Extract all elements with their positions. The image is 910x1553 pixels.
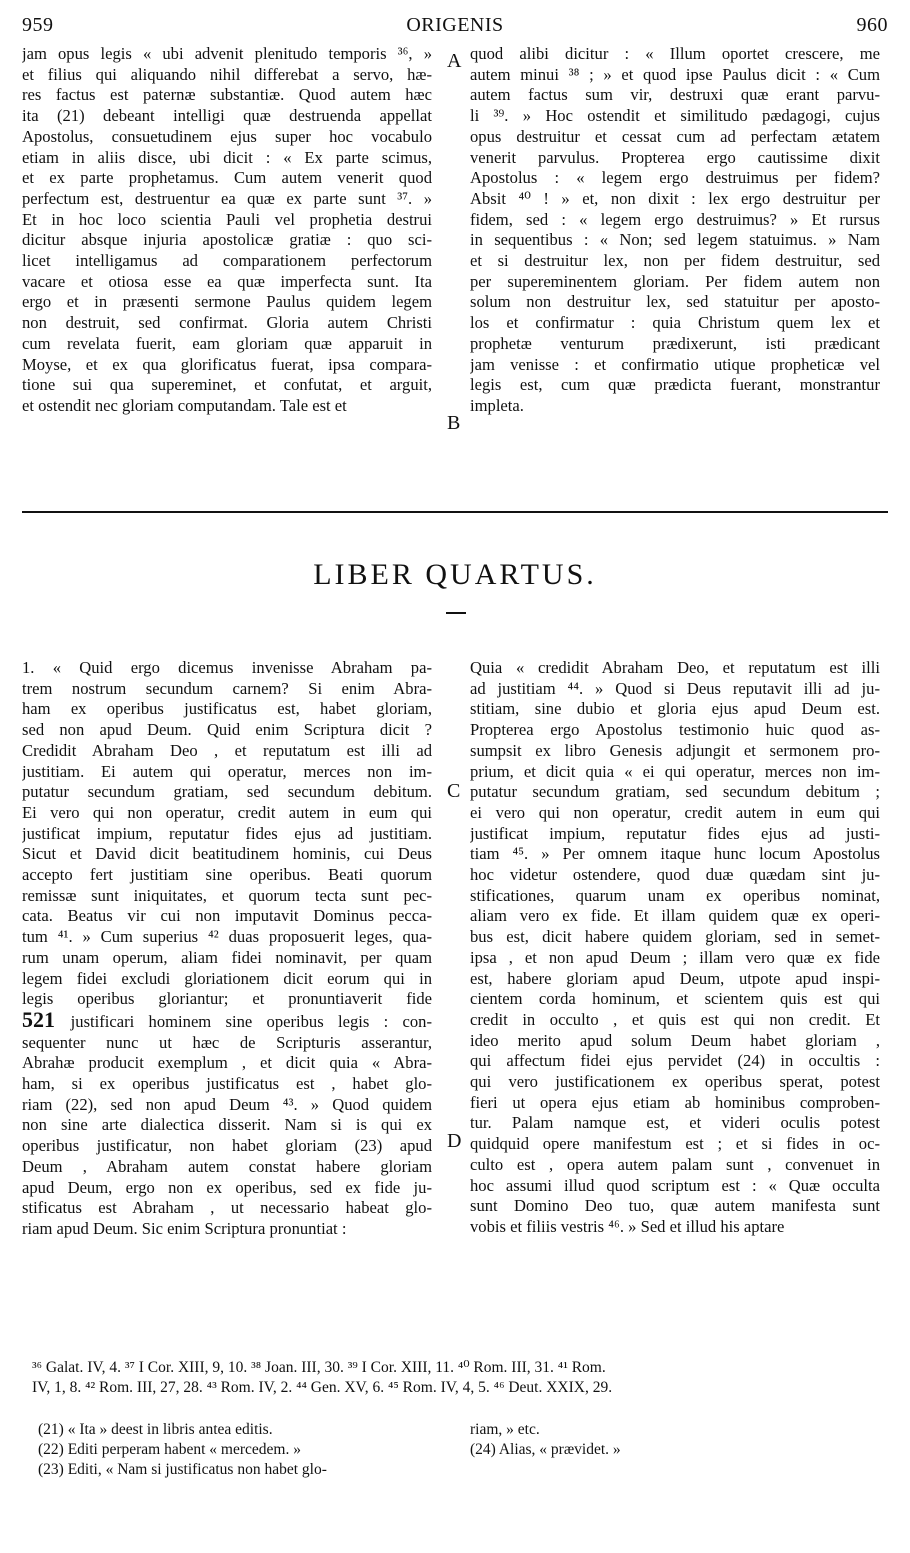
text-line: cientem corda hominum, et scientem quis est qui xyxy=(470,989,880,1009)
text-line: sunt Domino Deo tuo, quæ autem manifesta sunt xyxy=(470,1196,880,1216)
text-line: putatur secundum gratiam, sed secundum debitum ; xyxy=(470,782,880,802)
running-title: ORIGENIS xyxy=(406,14,504,36)
text-line: ideo merito apud solum Deum habet gloriam , xyxy=(470,1030,880,1050)
section-rule xyxy=(22,511,888,513)
text-line: et ex parte prophetamus. Cum autem venerit quod xyxy=(22,168,432,188)
text-line: ergo et in præsenti sermone Paulus quidem legem xyxy=(22,292,432,312)
text-line: tum ⁴¹. » Cum superius ⁴² duas proposuerit leges, qua- xyxy=(22,927,432,947)
text-line: legis est, cum quæ prædicta fuerant, monstrantur xyxy=(470,375,880,395)
text-line: Quia « credidit Abraham Deo, et reputatum est illi xyxy=(470,658,880,677)
text-line: opus destruitur et cessat cum ad perfectam ætatem xyxy=(470,126,880,146)
text-line: non destruit, sed confirmat. Gloria autem Christi xyxy=(22,313,432,333)
text-line: los et confirmatur : quia Christum quem lex et xyxy=(470,313,880,333)
text-line: hoc assumi illud quod scriptum est : « Quæ occulta xyxy=(470,1175,880,1195)
text-line: bus est, dicit habere quidem gloriam, sed in semet- xyxy=(470,927,880,947)
text-line: Credidit Abraham Deo , et reputatum est illi ad xyxy=(22,740,432,760)
text-line: trem nostrum secundum carnem? Si enim Abra- xyxy=(22,678,432,698)
text-line: et ostendit nec gloriam computandam. Tale est et xyxy=(22,395,347,415)
text-line: impleta. xyxy=(470,395,524,415)
text-line: riam apud Deum. Sic enim Scriptura pronuntiat : xyxy=(22,1218,347,1238)
text-line: qui affectum fidei ejus pervidet (24) in occultis : xyxy=(470,1051,880,1071)
margin-letter-c: C xyxy=(447,780,461,802)
text-line: apud Deum, ergo non ex operibus, sed ex fide ju- xyxy=(22,1177,432,1197)
text-line: accepto fert justitiam sine operibus. Beati quorum xyxy=(22,865,432,885)
text-line: rum unam operum, aliam fidei nominavit, per quam xyxy=(22,947,432,967)
text-line: stificatus est Abraham , ut necessario habeat glo- xyxy=(22,1198,432,1218)
bottom-right-column xyxy=(470,658,880,1238)
text-line: prium, et dicit quia « ei qui operatur, merces non im- xyxy=(470,761,880,781)
margin-letter-a: A xyxy=(447,50,462,72)
column-number-marker: 521 xyxy=(22,1009,71,1032)
margin-letter-b: B xyxy=(447,412,461,434)
text-line: sed non apud Deum. Quid enim Scriptura dicit ? xyxy=(22,720,432,740)
text-line: cata. Beatus vir cui non imputavit Dominus pecca- xyxy=(22,906,432,926)
text-line: quidquid opere manifestum est ; et si fides in oc- xyxy=(470,1134,880,1154)
note-line: (23) Editi, « Nam si justificatus non habet glo- xyxy=(38,1461,327,1478)
text-line: putatur secundum gratiam, sed secundum debitum. xyxy=(22,782,432,802)
text-line: Abrahæ producit exemplum , et dicit quia « Abra- xyxy=(22,1053,432,1073)
text-line: ei vero qui non operatur, credit autem in eum qui xyxy=(470,802,880,822)
text-line: justificat impium, reputatur fides ejus ad justi- xyxy=(470,823,880,843)
text-line: ad justitiam ⁴⁴. » Quod si Deus reputavit illi ad ju- xyxy=(470,678,880,698)
note-line: (21) « Ita » deest in libris antea editis. xyxy=(38,1421,273,1438)
title-dash xyxy=(446,612,466,614)
book-title: LIBER QUARTUS. xyxy=(313,558,597,591)
text-line: riam (22), sed non apud Deum ⁴³. » Quod quidem xyxy=(22,1094,432,1114)
text-line: Apostolus, consuetudinem ejus super hoc vocabulo xyxy=(22,126,432,146)
bottom-left-column xyxy=(22,658,432,1240)
top-right-column xyxy=(470,44,880,417)
text-line: jam venisse : et confirmatio utique propheticæ vel xyxy=(470,354,880,374)
text-line: sumpsit ex libro Genesis adjungit et sermonem pro- xyxy=(470,740,880,760)
text-line: autem factus sum vir, destruxi quæ erant parvu- xyxy=(470,85,880,105)
text-line: li ³⁹. » Hoc ostendit et similitudo pædagogi, cujus xyxy=(470,106,880,126)
text-line xyxy=(22,1010,432,1033)
text-line: tione sui qua supereminet, et confutat, et arguit, xyxy=(22,375,432,395)
text-line-content: justificari hominem sine operibus legis : con- xyxy=(70,1011,432,1031)
note-line: IV, 1, 8. ⁴² Rom. III, 27, 28. ⁴³ Rom. IV, 2. ⁴⁴ Gen. XV, 6. ⁴⁵ Rom. IV, 4, 5. ⁴⁶ Deut. XXIX, 29. xyxy=(32,1379,613,1396)
text-line: remissæ sunt iniquitates, et quorum tecta sunt pec- xyxy=(22,885,432,905)
text-line: culto est , opera autem palam sunt , convenuet in xyxy=(470,1154,880,1174)
left-page-number: 959 xyxy=(22,14,54,36)
text-line: et filius qui aliquando nihil differebat a servo, hæ- xyxy=(22,64,432,84)
text-line: tur. Palam namque est, et videri oculis potest xyxy=(470,1113,880,1133)
text-line: solum non destruitur lex, sed statuitur per aposto- xyxy=(470,292,880,312)
text-line: sequenter nunc ut hæc de Scripturis asserantur, xyxy=(22,1032,432,1052)
text-line: ham ex operibus justificatus est, habet gloriam, xyxy=(22,699,432,719)
text-line: tiam ⁴⁵. » Per omnem itaque hunc locum Apostolus xyxy=(470,844,880,864)
note-line: riam, » etc. xyxy=(470,1421,540,1438)
text-line: Moyse, et ex qua glorificatus fuerat, ipsa compara- xyxy=(22,354,432,374)
text-line: vacare et otiosa esse ea quæ imperfecta sunt. Ita xyxy=(22,271,432,291)
top-left-column xyxy=(22,44,432,417)
text-line: Absit ⁴⁰ ! » et, non dixit : lex ergo destruitur per xyxy=(470,188,880,208)
text-line: etiam in aliis disce, ubi dicit : « Ex parte scimus, xyxy=(22,147,432,167)
text-line: Propterea ergo Apostolus testimonio huic quod as- xyxy=(470,720,880,740)
note-line: (24) Alias, « prævidet. » xyxy=(470,1441,621,1458)
text-line: Deum , Abraham autem constat habere gloriam xyxy=(22,1156,432,1176)
text-line: ham, si ex operibus justificatus est , habet glo- xyxy=(22,1074,432,1094)
text-line: per supereminentem gloriam. Per fidem autem non xyxy=(470,271,880,291)
text-line: Ei vero qui non operatur, credit autem in eum qui xyxy=(22,802,432,822)
margin-letter-d: D xyxy=(447,1130,462,1152)
text-line: hoc videtur ostendere, quod duæ quædam sint ju- xyxy=(470,865,880,885)
text-line: Sicut et David dicit beatitudinem hominis, cui Deus xyxy=(22,844,432,864)
text-line: prophetæ venturum prædixerunt, isti prædicant xyxy=(470,333,880,353)
text-line: perfectum est, destruentur ea quæ ex parte sunt ³⁷. » xyxy=(22,188,432,208)
text-line: ipsa , et non apud Deum ; illam vero quæ ex fide xyxy=(470,947,880,967)
note-line: (22) Editi perperam habent « mercedem. » xyxy=(38,1441,301,1458)
text-line: legis operibus gloriantur; et pronuntiaverit fide xyxy=(22,989,432,1009)
text-line: justificat impium, reputatur fides ejus ad justitiam. xyxy=(22,823,432,843)
text-line: operibus justificatur, non habet gloriam (23) apud xyxy=(22,1136,432,1156)
note-line: ³⁶ Galat. IV, 4. ³⁷ I Cor. XIII, 9, 10. ³⁸ Joan. III, 30. ³⁹ I Cor. XIII, 11. ⁴⁰ Rom. III, 31. ⁴¹ Rom. xyxy=(32,1359,606,1376)
text-line: qui vero justificationem ex operibus sperat, potest xyxy=(470,1072,880,1092)
text-line: est, habere gloriam apud Deum, utpote apud inspi- xyxy=(470,968,880,988)
text-line: fieri ut opera ejus etiam ab hominibus comproben- xyxy=(470,1092,880,1112)
right-page-number: 960 xyxy=(856,14,888,36)
text-line: jam opus legis « ubi advenit plenitudo temporis ³⁶, » xyxy=(22,44,432,63)
scripture-references xyxy=(32,1358,882,1398)
text-line: Apostolus : « legem ergo destruimus per fidem? xyxy=(470,168,880,188)
text-line: vobis et filiis vestris ⁴⁶. » Sed et illud his aptare xyxy=(470,1216,785,1236)
text-line: fidem, sed : « legem ergo destruimus? » Et rursus xyxy=(470,209,880,229)
text-line: et si destruitur lex, non per fidem destruitur, sed xyxy=(470,251,880,271)
text-line: venerit parvulus. Propterea ergo cautissime dixit xyxy=(470,147,880,167)
text-line: non sine arte dialectica disserit. Nam si is qui ex xyxy=(22,1115,432,1135)
text-line: justitiam. Ei autem qui operatur, merces non im- xyxy=(22,761,432,781)
text-line: licet intelligamus ad comparationem perfectorum xyxy=(22,251,432,271)
text-line: dicitur absque injuria apostolicæ gratiæ : quo sci- xyxy=(22,230,432,250)
editorial-notes-left xyxy=(38,1420,438,1480)
text-line: res factus est paternæ substantiæ. Quod autem hæc xyxy=(22,85,432,105)
text-line: Et in hoc loco scientia Pauli vel prophetia destrui xyxy=(22,209,432,229)
text-line: stitiam, sine dubio et gloria ejus apud Deum est. xyxy=(470,699,880,719)
text-line: aliam vero ex fide. Et illam quidem quæ ex operi- xyxy=(470,906,880,926)
text-line: stificationes, quarum unam ex operibus nominat, xyxy=(470,885,880,905)
text-line: cum revelata fuerit, eam gloriam quæ apparuit in xyxy=(22,333,432,353)
text-line: autem minui ³⁸ ; » et quod ipse Paulus dicit : « Cum xyxy=(470,64,880,84)
text-line: ita (21) debeant intelligi quæ destruenda appellat xyxy=(22,106,432,126)
text-line: legem fidei excludi gloriationem dicit eorum qui in xyxy=(22,968,432,988)
text-line: in sequentibus : « Non; sed legem statuimus. » Nam xyxy=(470,230,880,250)
text-line: quod alibi dicitur : « Illum oportet crescere, me xyxy=(470,44,880,63)
text-line: credit in occulto , et quis est qui non credit. Et xyxy=(470,1009,880,1029)
editorial-notes-right xyxy=(470,1420,870,1460)
text-line: 1. « Quid ergo dicemus invenisse Abraham pa- xyxy=(22,658,432,677)
